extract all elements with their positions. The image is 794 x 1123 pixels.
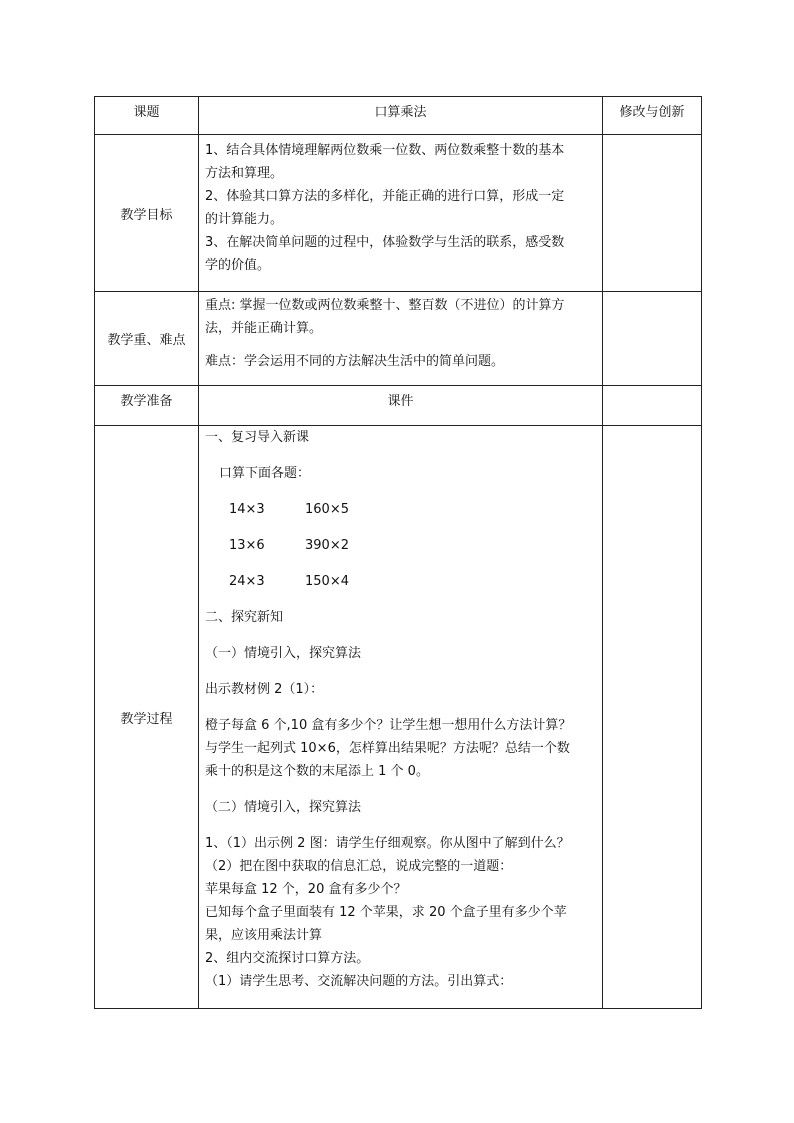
- example-heading: 出示教材例 2（1）：: [205, 682, 324, 697]
- difficulty-line: 难点：学会运用不同的方法解决生活中的简单问题。: [205, 354, 505, 369]
- observe-line: 2、组内交流探讨口算方法。: [205, 951, 370, 966]
- section-heading: 一、复习导入新课: [205, 430, 310, 445]
- calc-item: 390×2: [305, 538, 349, 553]
- focus-line: 重点: 掌握一位数或两位数乘整十、整百数（不进位）的计算方: [205, 298, 565, 313]
- calc-item: 160×5: [305, 502, 349, 517]
- preparation-revision: [603, 386, 702, 426]
- sub-heading: （二）情境引入，探究算法: [205, 800, 362, 815]
- row-subject: [95, 97, 702, 135]
- subject-value: 口算乘法: [199, 97, 603, 135]
- objectives-content: [199, 135, 603, 292]
- preparation-label: 教学准备: [95, 386, 199, 426]
- revision-label: 修改与创新: [603, 97, 702, 135]
- objectives-line: 2、体验其口算方法的多样化，并能正确的进行口算，形成一定: [205, 189, 565, 204]
- key-points-content: [199, 292, 603, 386]
- focus-line: 法，并能正确计算。: [205, 321, 323, 336]
- orange-line: 与学生一起列式 10×6，怎样算出结果呢？方法呢？总结一个数: [205, 741, 570, 756]
- process-revision: [603, 426, 702, 1009]
- objectives-line: 3、在解决简单问题的过程中，体验数学与生活的联系，感受数: [205, 235, 565, 250]
- subject-label: 课题: [95, 97, 199, 135]
- row-process: [95, 426, 702, 1009]
- objectives-line: 的计算能力。: [205, 212, 284, 227]
- key-points-revision: [603, 292, 702, 386]
- orange-line: 乘十的积是这个数的末尾添上 1 个 0。: [205, 764, 429, 779]
- section-heading: 二、探究新知: [205, 610, 284, 625]
- sub-heading: （一）情境引入，探究算法: [205, 646, 362, 661]
- calc-item: 150×4: [305, 574, 349, 589]
- preparation-value: 课件: [199, 386, 603, 426]
- objectives-line: 方法和算理。: [205, 166, 284, 181]
- key-points-label: 教学重、难点: [95, 292, 199, 386]
- calc-item: 24×3: [229, 574, 265, 589]
- process-content: [199, 426, 603, 1009]
- lesson-plan-table: [94, 96, 702, 1009]
- observe-line: 已知每个盒子里面装有 12 个苹果，求 20 个盒子里有多少个苹: [205, 905, 567, 920]
- objectives-revision: [603, 135, 702, 292]
- row-key-points: [95, 292, 702, 386]
- calc-row: [205, 534, 597, 557]
- calc-row: [205, 498, 597, 521]
- process-label: 教学过程: [95, 426, 199, 1009]
- observe-line: 果，应该用乘法计算: [205, 928, 323, 943]
- observe-line: 苹果每盒 12 个，20 盒有多少个？: [205, 882, 407, 897]
- objectives-label: 教学目标: [95, 135, 199, 292]
- observe-line: 1、（1）出示例 2 图：请学生仔细观察。你从图中了解到什么？: [205, 836, 570, 851]
- row-objectives: [95, 135, 702, 292]
- orange-line: 橙子每盒 6 个,10 盒有多少个？让学生想一想用什么方法计算？: [205, 718, 572, 733]
- oral-prompt: 口算下面各题：: [219, 466, 311, 481]
- objectives-line: 1、结合具体情境理解两位数乘一位数、两位数乘整十数的基本: [205, 143, 565, 158]
- observe-line: （2）把在图中获取的信息汇总，说成完整的一道题：: [205, 859, 513, 874]
- calc-row: [205, 570, 597, 593]
- row-preparation: [95, 386, 702, 426]
- observe-line: （1）请学生思考、交流解决问题的方法。引出算式：: [205, 974, 513, 989]
- objectives-line: 学的价值。: [205, 258, 271, 273]
- calc-item: 14×3: [229, 502, 265, 517]
- calc-item: 13×6: [229, 538, 265, 553]
